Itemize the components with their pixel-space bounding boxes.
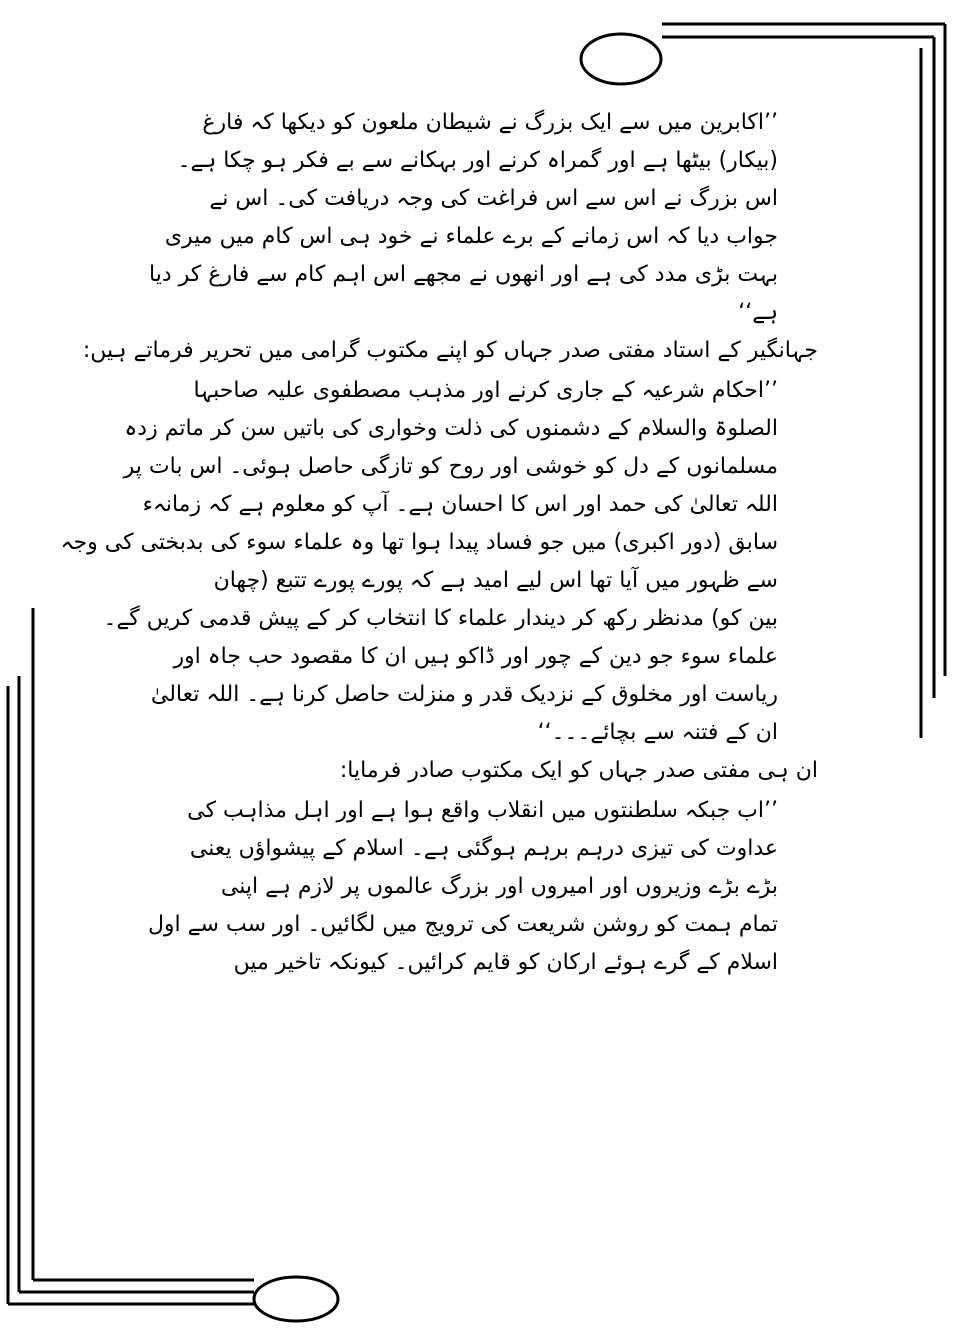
text-line: ’’اکابرین میں سے ایک بزرگ نے شیطان ملعون کو دیکھا کہ فارغ (202, 110, 778, 135)
text-line: بڑے بڑے وزیروں اور امیروں اور بزرگ عالموں پر لازم ہے اپنی (220, 874, 778, 899)
text-line: سابق (دور اکبری) میں جو فساد پیدا ہوا تھا وہ علماء سوء کی بدبختی کی وجہ (60, 530, 778, 555)
text-line: علماء سوء جو دین کے چور اور ڈاکو ہیں ان کا مقصود حب جاہ اور (173, 644, 778, 669)
section-heading-1: جہانگیر کے استاد مفتی صدر جہاں کو اپنے مکتوب گرامی میں تحریر فرماتے ہیں: (82, 338, 818, 363)
body-text (60, 104, 818, 982)
text-line: سے ظہور میں آیا تھا اس لیے امید ہے کہ پورے پورے تتبع (چھان (213, 568, 778, 593)
text-line: ہے‘‘ (738, 300, 778, 325)
text-line: ریاست اور مخلوق کے نزدیک قدر و منزلت حاصل کرنا ہے۔ اللہ تعالیٰ (150, 682, 778, 707)
text-line: (بیکار) بیٹھا ہے اور گمراہ کرنے اور بہکانے سے بے فکر ہو چکا ہے۔ (177, 148, 778, 173)
text-line: بین کو) مدنظر رکھ کر دیندار علماء کا انتخاب کر کے پیش قدمی کریں گے۔ (103, 606, 778, 631)
text-line: اسلام کے گرے ہوئے ارکان کو قایم کرائیں۔ کیونکہ تاخیر میں (233, 950, 778, 975)
text-line: جواب دیا کہ اس زمانے کے برے علماء نے خود ہی اس کام میں میری (164, 224, 778, 249)
text-line: تمام ہمت کو روشن شریعت کی ترویج میں لگائیں۔ اور سب سے اول (147, 912, 778, 937)
text-line: الصلوۃ والسلام کے دشمنوں کی ذلت وخواری کی باتیں سن کر ماتم زدہ (124, 416, 778, 441)
text-line: ’’اب جبکہ سلطنتوں میں انقلاب واقع ہوا ہے اور اہل مذاہب کی (187, 798, 778, 823)
text-line: ان کے فتنہ سے بچائے۔۔۔‘‘ (537, 720, 778, 745)
quote-paragraph-1 (149, 104, 778, 332)
text-line: عداوت کی تیزی درہم برہم ہوگئی ہے۔ اسلام کے پیشواؤں یعنی (189, 836, 778, 861)
text-line: بہت بڑی مدد کی ہے اور انھوں نے مجھے اس اہم کام سے فارغ کر دیا (149, 262, 778, 287)
top-ornament-oval (581, 34, 661, 84)
text-line: اس بزرگ نے اس سے اس فراغت کی وجہ دریافت کی۔ اس نے (209, 186, 778, 211)
quote-paragraph-2 (60, 372, 778, 752)
section-heading-2: ان ہی مفتی صدر جہاں کو ایک مکتوب صادر فرمایا: (339, 758, 818, 783)
bottom-ornament-oval (254, 1277, 338, 1321)
quote-paragraph-3 (147, 792, 778, 982)
text-line: اللہ تعالیٰ کی حمد اور اس کا احسان ہے۔ آپ کو معلوم ہے کہ زمانہء (142, 492, 778, 517)
text-line: مسلمانوں کے دل کو خوشی اور روح کو تازگی حاصل ہوئی۔ اس بات پر (123, 454, 778, 479)
text-line: ’’احکام شرعیہ کے جاری کرنے اور مذہب مصطفوی علیہ صاحبہا (193, 378, 778, 403)
